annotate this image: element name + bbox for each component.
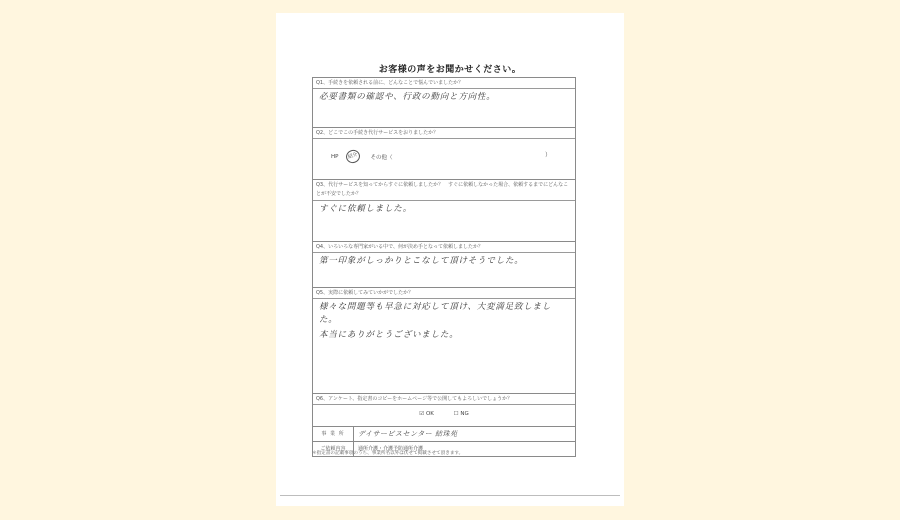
q4-answer: 第一印象がしっかりとこなして頂けそうでした。 [319,256,524,266]
option-other: その他（ [370,154,393,161]
q3-answer-box [313,201,575,242]
consent-options [313,405,575,420]
scan-edge-divider [280,495,620,496]
q3-label: Q3、代行サービスを知ってからすぐに依頼しましたか？ すぐに依頼しなかった場合、依頼するまでにどんなことが不安でしたか？ [313,180,575,201]
service-label: ご依頼内容 [313,442,354,456]
q1-label: Q1、手続きを依頼される前に、どんなことで悩んでいましたか？ [313,78,575,89]
q2-answer-box [313,139,575,180]
office-value: デイサービスセンター 結珠苑 [358,430,458,438]
consent-ng: ☐ NG [453,411,469,417]
survey-title: お客様の声をお聞かせください。 [378,65,522,75]
q3-answer: すぐに依頼しました。 [319,204,413,214]
footnote: ＊指定書の記載事項のうち、事業所名以外は伏せて掲載させて頂きます。 [312,451,464,456]
q5-answer-line-1: 様々な問題等も早急に対応して頂け、大変満足致しました。 [319,302,552,325]
q6-answer-box [313,405,575,427]
q1-answer: 必要書類の確認や、行政の動向と方向性。 [319,92,496,102]
q4-label: Q4、いろいろな専門家がいる中で、何が決め手となって依頼しましたか？ [313,242,575,253]
office-label: 事 業 所 [313,427,354,441]
scanned-survey-sheet [276,13,624,506]
q4-answer-box [313,253,575,288]
q1-answer-box [313,89,575,128]
q6-label: Q6、アンケート、指定書のコピーをホームページ等で公開してもよろしいでしょうか？ [313,394,575,405]
q2-options [331,150,392,163]
q5-answer-line-2: 本当にありがとうございました。 [319,330,459,340]
service-value: 通所介護・介護予防通所介護 [358,446,424,452]
survey-form [312,77,576,457]
option-circled: 紹介 [345,148,363,165]
consent-ok-checked: ☑ OK [419,411,434,417]
q5-answer-box [313,299,575,394]
option-other-close: ） [544,152,551,159]
q5-label: Q5、実際に依頼してみていかがでしたか？ [313,288,575,299]
office-row [313,427,575,442]
q2-label: Q2、どこでこの手続き代行サービスをおりましたか？ [313,128,575,139]
option-hp: HP [331,153,339,160]
